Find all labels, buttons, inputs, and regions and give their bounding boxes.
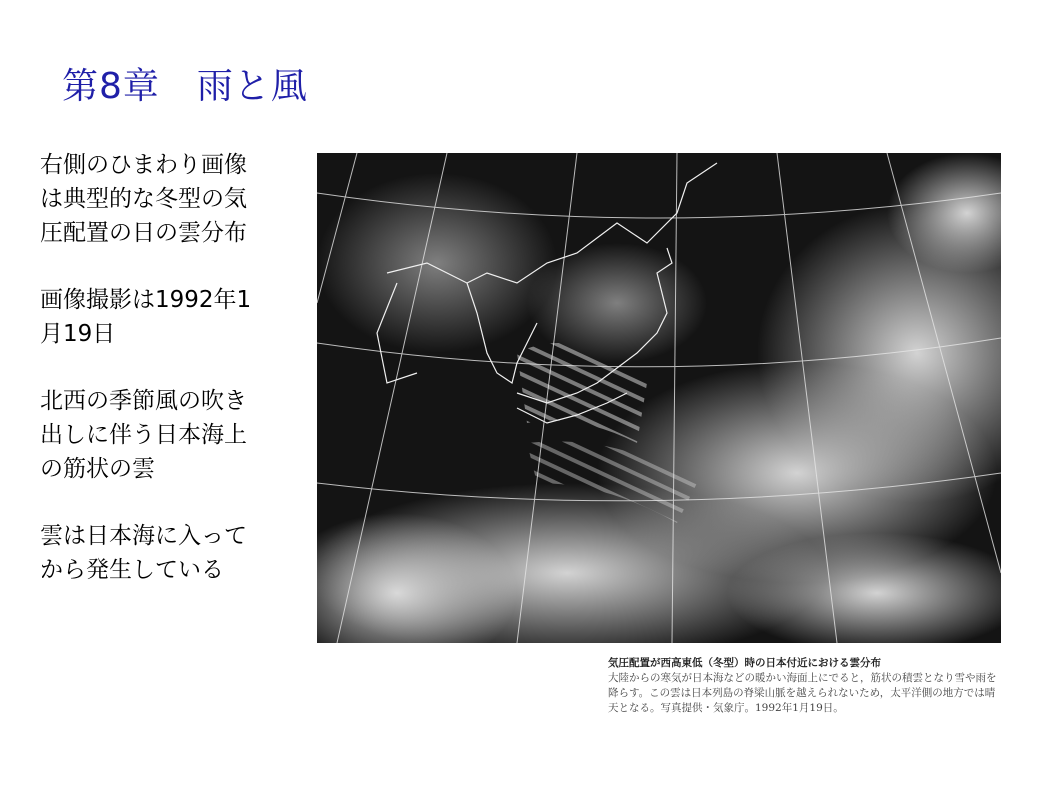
- caption-title: 気圧配置が西高東低（冬型）時の日本付近における雲分布: [608, 657, 881, 669]
- slide-title: 第8章 雨と風: [62, 66, 308, 107]
- bullet-item: 雲は日本海に入って から発生している: [40, 523, 247, 583]
- figure-caption: [608, 656, 1003, 716]
- bullet-list: [40, 148, 310, 620]
- bullet-item: 右側のひまわり画像 は典型的な冬型の気 圧配置の日の雲分布: [40, 152, 247, 246]
- satellite-image-graphic: [317, 153, 1001, 643]
- bullet-item: 北西の季節風の吹き 出しに伴う日本海上 の筋状の雲: [40, 388, 247, 482]
- caption-body: 大陸からの寒気が日本海などの暖かい海面上にでると，筋状の積雲となり雪や雨を降らす。この雲は日本列島の脊梁山脈を越えられないため，太平洋側の地方では晴天となる。写真提供・気象庁。1992年1月19日。: [608, 672, 997, 714]
- bullet-item: 画像撮影は1992年1 月19日: [40, 287, 252, 347]
- satellite-image: [317, 153, 1001, 643]
